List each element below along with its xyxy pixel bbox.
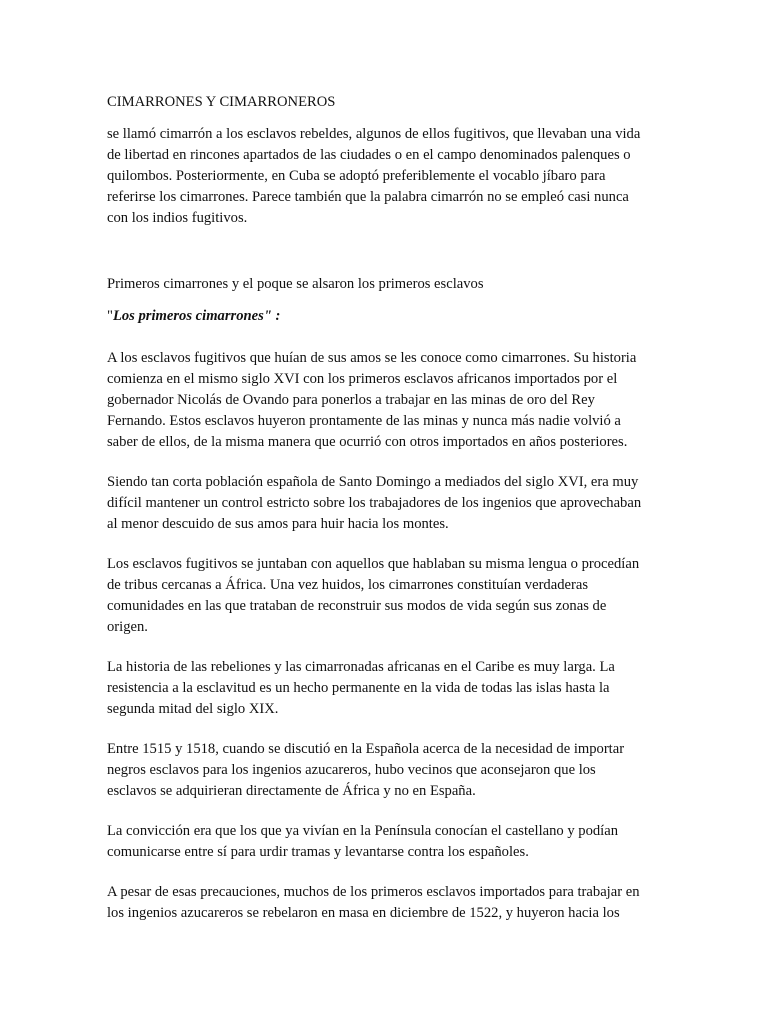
section-title-text: Los primeros cimarrones" : (112, 308, 281, 324)
intro-line: de libertad en rincones apartados de las ciudades o en el campo denominados palenques o (107, 147, 631, 163)
paragraph-line: segunda mitad del siglo XIX. (107, 701, 279, 717)
paragraph-line: La convicción era que los que ya vivían en la Península conocían el castellano y podían (107, 823, 619, 839)
paragraph-line: A los esclavos fugitivos que huían de sus amos se les conoce como cimarrones. Su historia (107, 350, 637, 366)
intro-line: con los indios fugitivos. (107, 210, 248, 226)
paragraph-line: de tribus cercanas a África. Una vez huidos, los cimarrones constituían verdaderas (107, 577, 589, 593)
paragraph-line: al menor descuido de sus amos para huir hacia los montes. (107, 516, 449, 532)
paragraph-line: La historia de las rebeliones y las cimarronadas africanas en el Caribe es muy larga. La (107, 659, 615, 675)
paragraph-line: esclavos se adquirieran directamente de África y no en España. (107, 783, 476, 799)
paragraph-line: los ingenios azucareros se rebelaron en masa en diciembre de 1522, y huyeron hacia los (107, 905, 620, 921)
paragraph-line: Los esclavos fugitivos se juntaban con aquellos que hablaban su misma lengua o procedían (107, 556, 640, 572)
intro-line: referirse los cimarrones. Parece también que la palabra cimarrón no se empleó casi nunca (107, 189, 629, 205)
section-title (107, 306, 280, 326)
paragraph-line: Entre 1515 y 1518, cuando se discutió en la Española acerca de la necesidad de importar (107, 741, 625, 757)
paragraph-line: Siendo tan corta población española de Santo Domingo a mediados del siglo XVI, era muy (107, 474, 639, 490)
paragraph-line: Fernando. Estos esclavos huyeron prontamente de las minas y nunca más nadie volvió a (107, 413, 621, 429)
paragraph-line: resistencia a la esclavitud es un hecho permanente en la vida de todas las islas hasta la (107, 680, 610, 696)
document-title: CIMARRONES Y CIMARRONEROS (107, 94, 336, 110)
subheading: Primeros cimarrones y el poque se alsaron los primeros esclavos (107, 276, 484, 292)
intro-line: se llamó cimarrón a los esclavos rebeldes, algunos de ellos fugitivos, que llevaban una vida (107, 126, 641, 142)
quote-mark: " (107, 308, 113, 324)
paragraph-line: saber de ellos, de la misma manera que ocurrió con otros importados en años posteriores. (107, 434, 628, 450)
paragraph-line: negros esclavos para los ingenios azucareros, hubo vecinos que aconsejaron que los (107, 762, 596, 778)
paragraph-line: difícil mantener un control estricto sobre los trabajadores de los ingenios que aprovechaban (107, 495, 642, 511)
paragraph-line: comunicarse entre sí para urdir tramas y levantarse contra los españoles. (107, 844, 529, 860)
paragraph-line: comienza en el mismo siglo XVI con los primeros esclavos africanos importados por el (107, 371, 618, 387)
paragraph-line: comunidades en las que trataban de reconstruir sus modos de vida según sus zonas de (107, 598, 607, 614)
paragraph-line: A pesar de esas precauciones, muchos de los primeros esclavos importados para trabajar en (107, 884, 640, 900)
paragraph-line: gobernador Nicolás de Ovando para ponerlos a trabajar en las minas de oro del Rey (107, 392, 595, 408)
intro-line: quilombos. Posteriormente, en Cuba se adoptó preferiblemente el vocablo jíbaro para (107, 168, 606, 184)
paragraph-line: origen. (107, 619, 148, 635)
